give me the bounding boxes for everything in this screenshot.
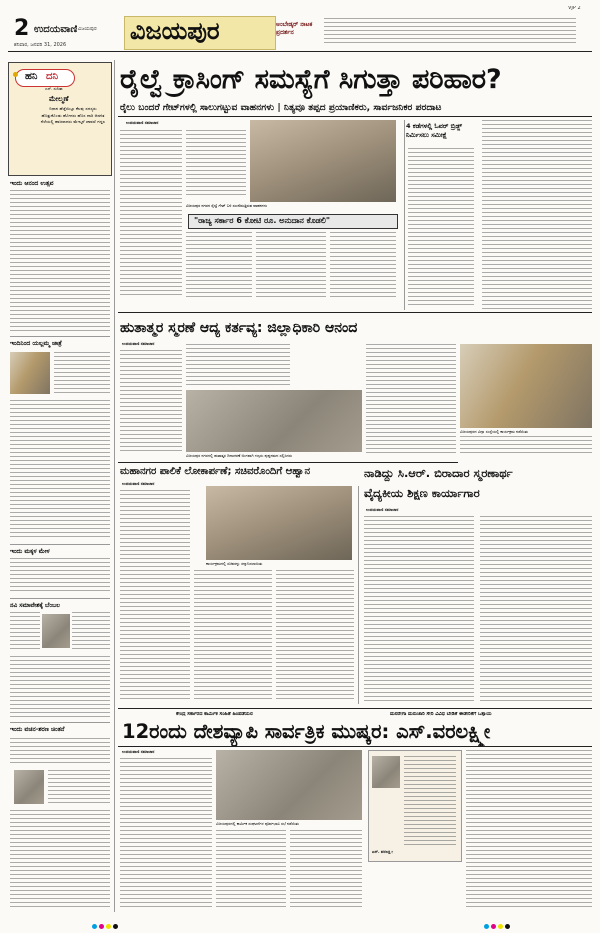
- left-story-4-body-c: [10, 656, 110, 718]
- survey-box-body: [408, 148, 474, 308]
- left-story-5-body-c: [10, 810, 110, 908]
- story5-body-col-2: [216, 830, 286, 908]
- story3-byline: ಉದಯವಾಣಿ ಸಮಾಚಾರ: [122, 482, 155, 486]
- left-story-2-head: ಇಂದಿನಿಂದ ಯಲ್ಲಮ್ಮ ಜಾತ್ರೆ: [10, 340, 62, 347]
- story3-body-col-3: [276, 570, 354, 700]
- story3-body-col-1: [120, 490, 190, 700]
- story3-col-rule: [358, 486, 359, 704]
- poem-body: ನಿಧಾನ ಹೆಜ್ಜೆಯಿಟ್ಟು ಕೆಲವು ಸದಸ್ಯರು ಹೊತ್ತುಕೊಂಡು ಹೋದರು ಹೊಸ ದಾರಿ ಆಡಳಿತ ನೆಲೆಯಲ್ಲಿ ಹಾಜರಾದರು ಮೇಲ್ಮನೆ ಚಾವಣಿ ಗದ್ದಲ: [40, 106, 106, 124]
- issue-date: ಶನಿವಾರ, ಜನವರಿ 31, 2026: [14, 42, 67, 48]
- story5-kicker-2: ಮನರೇಗಾ ಮರುಜಾರಿ ಸೇರಿ ವಿವಿಧ ಬೇಡಿಕೆ ಈಡೇರಿಕೆಗೆ ಒತ್ತಾಯ: [390, 712, 492, 717]
- story5-body-col-4: [466, 750, 592, 908]
- lead-body-col-3: [186, 232, 252, 298]
- story5-headline: 12ರಂದು ದೇಶವ್ಯಾಪಿ ಸಾರ್ವತ್ರಿಕ ಮುಷ್ಕರ: ಎಸ್.ವರಲಕ್ಷ್ಮೀ: [122, 720, 491, 743]
- story3-caption: ಕಾರ್ಯಕ್ರಮದಲ್ಲಿ ಸಚಿವರನ್ನು ಸನ್ಮಾನಿಸಲಾಯಿತು: [206, 562, 263, 566]
- left-divider-2: [10, 544, 110, 545]
- registration-marks-left: [92, 914, 120, 933]
- paper-name: ಉದಯವಾಣಿ: [34, 24, 78, 35]
- event-caption-lines: [460, 436, 592, 456]
- left-portrait-1: [42, 614, 70, 648]
- yellamma-photo: [10, 352, 50, 394]
- story4-headline-2: ವೈದ್ಯಕೀಯ ಶಿಕ್ಷಣ ಕಾರ್ಯಾಗಾರ: [364, 486, 480, 500]
- left-story-5-body-a: [10, 738, 110, 766]
- left-story-5-head: ಇಂದು ವಚನ-ಶರಣ ಚಿಂತನೆ: [10, 726, 65, 733]
- story5-quote-text: [404, 756, 456, 848]
- story4-byline: ಉದಯವಾಣಿ ಸಮಾಚಾರ: [366, 508, 399, 512]
- lead-photo: [250, 120, 396, 202]
- story2-bottom-rule: [118, 462, 458, 463]
- story5-caption: ವಿಜಯಪುರದಲ್ಲಿ ಕಾರ್ಮಿಕ ಸಂಘಟನೆಗಳ ಪೂರ್ವಭಾವಿ ಸಭೆ ನಡೆಯಿತು: [216, 822, 299, 826]
- lead-body-col-2: [186, 130, 246, 198]
- lead-headline: ರೈಲ್ವೆ ಕ್ರಾಸಿಂಗ್ ಸಮಸ್ಯೆಗೆ ಸಿಗುತ್ತಾ ಪರಿಹಾರ?: [120, 64, 502, 95]
- masthead-text: [324, 18, 576, 46]
- left-story-2-body-a: [54, 352, 110, 396]
- brand-honey: ಹನಿ: [25, 71, 38, 82]
- bee-icon: [13, 72, 18, 77]
- left-portrait-2: [14, 770, 44, 804]
- story4-headline-1: ನಾಡಿದ್ದು ಸಿ.ಆರ್. ಬಿರಾದಾರ ಸ್ಮರಣಾರ್ಥ: [364, 466, 513, 480]
- event-photo-caption: ವಿಜಯಪುರದ ವಿದ್ಯಾ ಸಂಸ್ಥೆಯಲ್ಲಿ ಕಾರ್ಯಕ್ರಮ ನಡೆಯಿತು: [460, 430, 528, 434]
- masthead: [0, 0, 600, 56]
- left-story-5-body-b: [48, 770, 110, 806]
- page-tag: VJP 2: [568, 6, 581, 11]
- lead-bottom-rule: [118, 312, 592, 313]
- story2-body-col-1: [120, 350, 182, 452]
- poem-brand: [15, 69, 75, 87]
- lead-sub-rule: [118, 116, 592, 117]
- lead-body-col-1: [120, 130, 182, 298]
- left-story-1-body: [10, 190, 110, 332]
- city-name: ವಿಜಯಪುರ: [130, 17, 220, 45]
- left-story-2-body-b: [10, 400, 110, 540]
- event-photo: [460, 344, 592, 428]
- story3-photo: [206, 486, 352, 560]
- story3-headline: ಮಹಾನಗರ ಪಾಲಿಕೆ ಲೋಕಾರ್ಪಣೆ; ಸಚಿವರೊಂದಿಗೆ ಆಹ್ವಾನ: [120, 466, 311, 477]
- story5-head-rule: [118, 746, 592, 747]
- masthead-rule: [8, 51, 592, 52]
- lead-body-col-4: [256, 232, 326, 298]
- story2-body-col-3: [366, 344, 456, 454]
- story5-body-col-3: [290, 830, 362, 908]
- lead-body-col-6: [482, 120, 592, 310]
- lead-subhead: ರೈಲು ಬಂದರೆ ಗೇಟ್‌ಗಳಲ್ಲಿ ಸಾಲುಗಟ್ಟುವ ವಾಹನಗಳು | ನಿತ್ಯವೂ ತಪ್ಪದ ಪ್ರಯಾಣಿಕರು, ಸಾರ್ವಜನಿಕರ ಪರದಾಟ: [120, 102, 442, 113]
- left-story-1-head: ಇಂದು ಆನಂದ ಉತ್ಸವ: [10, 180, 54, 187]
- left-divider-4: [10, 722, 110, 723]
- poem-author: ಎಸ್. ಸುನಿತಾ: [45, 87, 63, 91]
- story5-kicker: ಕೇಂದ್ರ ಸರ್ಕಾರದ ಕಾರ್ಮಿಕ ಸಂಹಿತೆ ಹಿಂಪಡೆಯಲಿ: [176, 712, 254, 717]
- story3-body-col-2: [194, 570, 272, 700]
- left-story-4-body-a: [10, 612, 40, 652]
- story5-photo: [216, 750, 362, 820]
- lead-body-col-5: [330, 232, 396, 298]
- story5-byline: ಉದಯವಾಣಿ ಸಮಾಚಾರ: [122, 750, 155, 754]
- story5-body-col-1: [120, 758, 212, 908]
- left-col-rule: [114, 60, 115, 912]
- ad-label: ಅಂಬೇಡ್ಕರ್ ನಾಟಕ ಪ್ರದರ್ಶನ: [276, 21, 313, 36]
- poem-box: [8, 62, 112, 176]
- left-story-4-body-b: [72, 612, 110, 652]
- story2-photo: [186, 390, 362, 452]
- edition-label: ವಿಜಯಪುರ: [78, 27, 97, 32]
- left-divider-1: [10, 336, 110, 337]
- story2-body-col-2: [186, 344, 290, 386]
- story4-body-col-2: [480, 516, 592, 704]
- page-number: 2: [14, 16, 30, 41]
- story4-body-col-1: [364, 516, 474, 704]
- story2-byline: ಉದಯವಾಣಿ ಸಮಾಚಾರ: [122, 342, 155, 346]
- lead-quote: "ರಾಜ್ಯ ಸರ್ಕಾರ 6 ಕೋಟಿ ರೂ. ಅನುದಾನ ಕೊಡಲಿ": [194, 216, 331, 225]
- left-story-3-head: ಇಂದು ಮಕ್ಕಳ ಮೇಳ: [10, 548, 50, 555]
- registration-marks-right: [484, 914, 512, 933]
- left-story-3-body: [10, 558, 110, 594]
- lead-byline: ಉದಯವಾಣಿ ಸಮಾಚಾರ: [126, 121, 159, 125]
- story2-caption: ವಿಜಯಪುರ ನಗರದಲ್ಲಿ ಹುತಾತ್ಮರ ದಿನಾಚರಣೆ ಅಂಗವಾಗಿ ಗಣ್ಯರು ಪುಷ್ಪನಮನ ಸಲ್ಲಿಸಿದರು: [186, 454, 293, 458]
- story4-bottom-rule: [118, 708, 592, 709]
- left-story-4-head: ನವಿ ಸಮಾವೇಶಕ್ಕೆ ಬೆಂಬಲ: [10, 602, 60, 609]
- survey-box-head: 4 ಕಡೆಗಳಲ್ಲಿ ಓವರ್ ಬ್ರಿಡ್ಜ್ ನಿರ್ಮಿಸಲು ಸಮೀಕ್ಷೆ: [406, 122, 463, 139]
- story2-headline: ಹುತಾತ್ಮರ ಸ್ಮರಣೆ ಆದ್ಯ ಕರ್ತವ್ಯ: ಜಿಲ್ಲಾಧಿಕಾರಿ ಆನಂದ: [120, 320, 358, 336]
- story5-quote-name: ಎಸ್. ವರಲಕ್ಷ್ಮೀ: [372, 850, 393, 854]
- brand-voice: ದನಿ: [46, 71, 59, 82]
- left-divider-3: [10, 598, 110, 599]
- story5-portrait: [372, 756, 400, 788]
- poem-title: ಮೇಲ್ಮಣೆ: [49, 95, 69, 103]
- lead-photo-caption: ವಿಜಯಪುರ ನಗರದ ರೈಲ್ವೆ ಗೇಟ್ ಬಳಿ ಸಂಚರಿಸುತ್ತಿರುವ ವಾಹನಗಳು: [186, 204, 268, 208]
